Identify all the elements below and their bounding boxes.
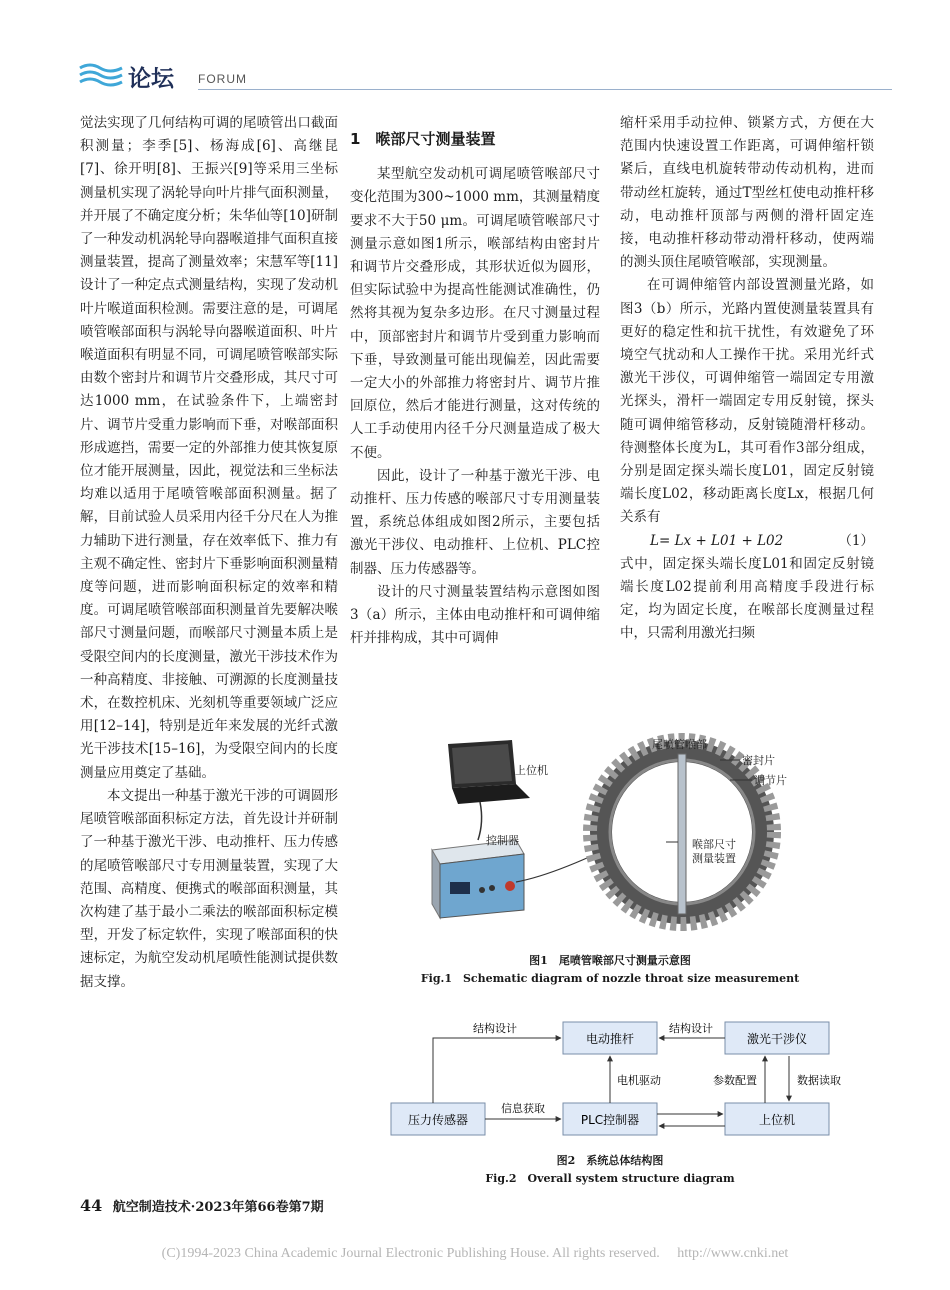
body-paragraph: 式中，固定探头端长度L01和固定反射镜端长度L02提前利用高精度手段进行标定，均为固定长度，在喉部长度测量过程中，只需利用激光扫频 xyxy=(620,555,874,642)
body-paragraph: 因此，设计了一种基于激光干涉、电动推杆、压力传感的喉部尺寸专用测量装置，系统总体组成如图2所示，主要包括激光干涉仪、电动推杆、上位机、PLC控制器、压力传感器等。 xyxy=(350,467,600,577)
node-plc xyxy=(563,1103,657,1135)
page-footer xyxy=(80,1196,324,1215)
figure-1 xyxy=(420,732,810,942)
fig1-seal-label: 密封片 xyxy=(742,754,775,767)
figure-2-caption-cn: 图2 系统总体结构图 xyxy=(556,1154,664,1167)
svg-text:PLC控制器: PLC控制器 xyxy=(580,1113,640,1127)
edge-label: 电机驱动 xyxy=(617,1074,661,1087)
node-interferometer xyxy=(725,1022,829,1054)
figure-1-illustration xyxy=(420,732,810,942)
section-heading: 1 喉部尺寸测量装置 xyxy=(350,130,496,148)
running-header xyxy=(78,56,878,96)
node-host xyxy=(725,1103,829,1135)
body-paragraph: 缩杆采用手动拉伸、锁紧方式，方便在大范围内快速设置工作距离，可调伸缩杆锁紧后，直线电机旋转带动传动机构，进而带动丝杠旋转，通过T型丝杠使电动推杆移动，电动推杆顶部与两侧的滑杆固定连接，电动推杆移动带动滑杆移动，使两端的测头顶住尾喷管喉部，实现测量。 xyxy=(620,115,874,271)
node-sensor xyxy=(391,1103,485,1135)
copyright-watermark: (C)1994-2023 China Academic Journal Electronic Publishing House. All rights reserved. http://www.cnki.net xyxy=(161,1246,789,1261)
svg-text:电动推杆: 电动推杆 xyxy=(585,1032,635,1046)
edge-label: 信息获取 xyxy=(501,1102,545,1115)
svg-text:激光干涉仪: 激光干涉仪 xyxy=(746,1032,808,1046)
node-actuator xyxy=(563,1022,657,1054)
body-paragraph: 本文提出一种基于激光干涉的可调圆形尾喷管喉部面积标定方法，首先设计并研制了一种基于激光干涉、电动推杆、压力传感的尾喷管喉部尺寸专用测量装置，实现了大范围、高精度、便携式的喉部面积测量，其次构建了基于最小二乘法的喉部面积标定模型，开发了标定软件，实现了喉部面积的快速标定，为航空发动机尾喷性能测试提供数据支撑。 xyxy=(80,787,338,990)
svg-text:压力传感器: 压力传感器 xyxy=(407,1113,469,1127)
fig1-controller-label: 控制器 xyxy=(486,834,519,847)
body-paragraph: 在可调伸缩管内部设置测量光路，如图3（b）所示，光路内置使测量装置具有更好的稳定性和抗干扰性，有效避免了环境空气扰动和人工操作干扰。采用光纤式激光干涉仪，可调伸缩管一端固定专用激光探头，滑杆一端固定专用反射镜，探头随可调伸缩管移动，反射镜随滑杆移动。待测整体长度为L，其可看作3部分组成，分别是固定探头端长度L01，固定反射镜端长度L02，移动距离长度Lx，根据几何关系有 xyxy=(620,277,874,526)
equation-rhs: = Lx + L01 + L02 xyxy=(658,532,784,549)
section-subtitle: FORUM xyxy=(198,72,247,86)
fig1-flap-label: 调节片 xyxy=(754,774,787,787)
column-2 xyxy=(350,126,600,650)
edge-label: 结构设计 xyxy=(473,1022,517,1035)
edge-label: 数据读取 xyxy=(797,1074,841,1087)
edge-label: 结构设计 xyxy=(669,1022,713,1035)
nozzle-ring-icon xyxy=(590,740,774,924)
equation-number: （1） xyxy=(838,532,874,549)
equation-1 xyxy=(620,530,874,553)
fig1-device-label: 喉部尺寸 xyxy=(692,838,736,851)
section-title: 论坛 xyxy=(128,66,174,92)
figure-1-caption-cn: 图1 尾喷管喉部尺寸测量示意图 xyxy=(529,954,691,967)
body-paragraph: 觉法实现了几何结构可调的尾喷管出口截面积测量；李季[5]、杨海成[6]、高继昆[7]、徐开明[8]、王振兴[9]等采用三坐标测量机实现了涡轮导向叶片排气面积测量，并开展了不确定度分析；朱华仙等[10]研制了一种发动机涡轮导向器喉道排气面积直接测量装置，提高了测量效率；宋慧军等[11]设计了一种定点式测量结构，实现了发动机叶片喉道面积检测。需要注意的是，可调尾喷管喉部面积与涡轮导向器喉道面积、叶片喉道面积有明显不同，可调尾喷管喉部实际由数个密封片和调节片交叠形成，其尺寸可达1000 mm，在试验条件下，上端密封片、调节片受重力影响而下垂，对喉部面积形成遮挡，需要一定的外部推力使其恢复原位才能开展测量，因此，视觉法和三坐标法均难以适用于尾喷管喉部面积测量。据了解，目前试验人员采用内径千分尺在人为推力辅助下进行测量，存在效率低下、推力有主观不确定性、密封片下垂影响面积测量精度等问题，进而影响面积标定的效率和精度。可调尾喷管喉部面积测量首先要解决喉部尺寸测量问题，而喉部尺寸测量本质上是受限空间内的长度测量，激光干涉技术作为一种高精度、非接触、可溯源的长度测量技术，在数控机床、光刻机等重要领域广泛应用[12–14]，特别是近年来发展的光纤式激光干涉技术[15–16]，为受限空间内的长度测量应用奠定了基础。 xyxy=(80,115,338,781)
body-paragraph: 某型航空发动机可调尾喷管喉部尺寸变化范围为300~1000 mm，其测量精度要求不大于50 μm。可调尾喷管喉部尺寸测量示意如图1所示，喉部结构由密封片和调节片交叠形成，其形状近似为圆形，但实际试验中为提高性能测试准确性，仍然将其视为复杂多边形。在尺寸测量过程中，顶部密封片和调节片受到重力影响而下垂，导致测量可能出现偏差，因此需要一定大小的外部推力将密封片、调节片推回原位，然后才能进行测量，这对传统的人工手动使用内径千分尺测量造成了极大不便。 xyxy=(350,166,600,461)
header-rule xyxy=(198,89,892,90)
column-3 xyxy=(620,112,874,645)
figure-2-caption-en: Fig.2 Overall system structure diagram xyxy=(485,1172,735,1185)
figure-2-diagram xyxy=(385,1010,845,1150)
edge-label: 参数配置 xyxy=(713,1074,757,1087)
wave-logo-icon xyxy=(78,62,124,88)
fig1-laptop-label: 上位机 xyxy=(515,764,548,777)
controller-box-icon xyxy=(432,840,524,918)
page-number: 44 xyxy=(80,1196,103,1215)
journal-info: 航空制造技术·2023年第66卷第7期 xyxy=(112,1200,324,1215)
svg-text:上位机: 上位机 xyxy=(758,1113,796,1127)
fig1-nozzle-label: 尾喷管喉部 xyxy=(652,738,707,751)
body-paragraph: 设计的尺寸测量装置结构示意图如图3（a）所示，主体由电动推杆和可调伸缩杆并排构成，其中可调伸 xyxy=(350,583,600,647)
figure-2 xyxy=(385,1010,845,1150)
equation-lhs: L xyxy=(650,532,659,549)
figure-1-caption-en: Fig.1 Schematic diagram of nozzle throat size measurement xyxy=(420,972,800,985)
column-1 xyxy=(80,112,338,994)
fig1-device-label: 测量装置 xyxy=(692,852,736,865)
